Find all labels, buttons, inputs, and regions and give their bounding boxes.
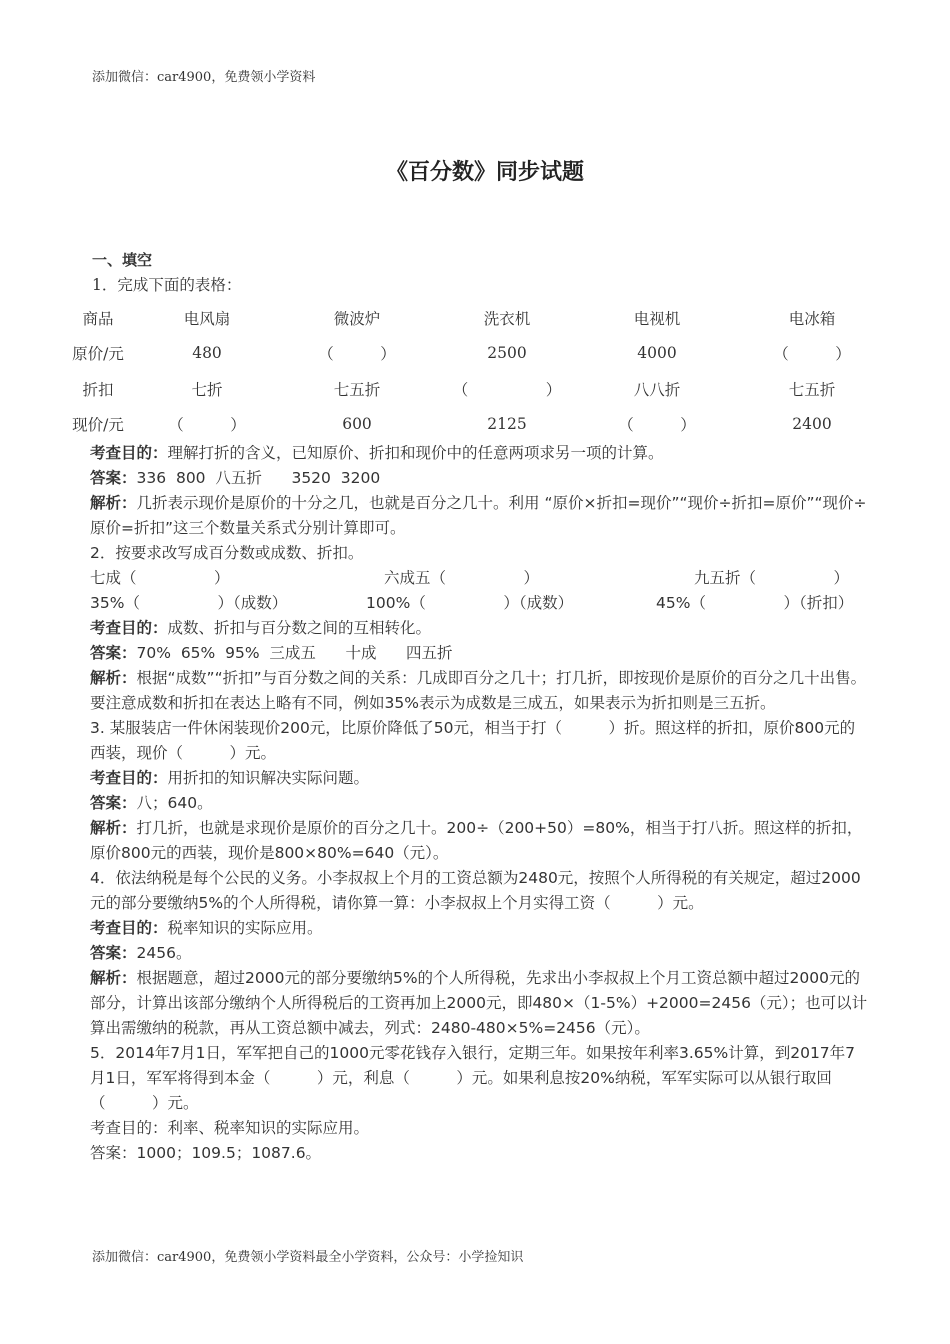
page-title: 《百分数》同步试题 xyxy=(385,160,584,185)
q3-analysis: 解析：打几折，也就是求现价是原价的百分之几十。200÷（200+50）=80%，相当于打八折。照这样的折扣，原价800元的西装，现价是800×80%=640（元）。 xyxy=(90,819,863,862)
q1-purpose: 考查目的：理解打折的含义，已知原价、折扣和现价中的任意两项求另一项的计算。 xyxy=(90,444,664,462)
q5-answer: 答案：1000；109.5；1087.6。 xyxy=(90,1144,322,1162)
table-cell: 商品 xyxy=(82,309,114,328)
table-row xyxy=(64,300,892,336)
q2-analysis: 解析：根据“成数”“折扣”与百分数之间的关系：几成即百分之几十；打几折，即按现价是原价的百分之几十出售。要注意成数和折扣在表达上略有不同，例如35%表示为成数是三成五，如果表示为折扣则是三五折。 xyxy=(90,669,867,712)
q3-prompt: 3. 某服装店一件休闲装现价200元，比原价降低了50元，相当于打（ ）折。照这样的折扣，原价800元的西装，现价（ ）元。 xyxy=(90,719,856,762)
table-cell: 七五折 xyxy=(333,380,381,399)
table-cell: 八八折 xyxy=(633,380,681,399)
table-cell: 2125 xyxy=(487,415,527,434)
q4-analysis: 解析：根据题意，超过2000元的部分要缴纳5%的个人所得税，先求出小李叔叔上个月工资总额中超过2000元的部分，计算出该部分缴纳个人所得税后的工资再加上2000元，即480×（1-5%）+2000=2456（元）；也可以计算出需缴纳的税款，再从工资总额中减去，列式：2480-480×5%=2456（元）。 xyxy=(90,969,868,1037)
table-cell: 2500 xyxy=(487,344,527,363)
section-heading: 一、填空 xyxy=(92,251,153,269)
table-cell: 折扣 xyxy=(82,380,114,399)
q2-answer: 答案：70% 65% 95% 三成五 十成 四五折 xyxy=(90,644,453,662)
table-cell: 4000 xyxy=(637,344,677,363)
q4-purpose: 考查目的：税率知识的实际应用。 xyxy=(90,919,323,937)
q5-prompt: 5．2014年7月1日，军军把自己的1000元零花钱存入银行，定期三年。如果按年利率3.65%计算，到2017年7月1日，军军将得到本金（ ）元，利息（ ）元。如果利息按20%纳税，军军实际可以从银行取回（ ）元。 xyxy=(90,1044,856,1112)
q3-answer: 答案：八；640。 xyxy=(90,794,213,812)
table-cell: 480 xyxy=(192,344,222,363)
q2-item: 九五折（ ） xyxy=(694,569,850,587)
table-cell: 电冰箱 xyxy=(788,309,836,328)
q1-analysis: 解析：几折表示现价是原价的十分之几，也就是百分之几十。利用 “原价×折扣=现价”“现价÷折扣=原价”“现价÷原价=折扣”这三个数量关系式分别计算即可。 xyxy=(90,494,867,537)
table-cell: （ ） xyxy=(452,380,562,399)
table-cell: 2400 xyxy=(792,415,832,434)
q2-row2 xyxy=(90,591,870,616)
table-cell: 原价/元 xyxy=(72,345,124,364)
q4-prompt: 4．依法纳税是每个公民的义务。小李叔叔上个月的工资总额为2480元，按照个人所得税的有关规定，超过2000元的部分要缴纳5%的个人所得税，请你算一算：小李叔叔上个月实得工资（ ）元。 xyxy=(90,869,861,912)
table-cell: （ ） xyxy=(168,416,246,435)
q2-prompt: 2．按要求改写成百分数或成数、折扣。 xyxy=(90,544,364,562)
table-cell: 现价/元 xyxy=(72,416,124,435)
table-cell: （ ） xyxy=(618,416,696,435)
q2-item: 100%（ ）（成数） xyxy=(366,594,574,612)
table-cell: 电风扇 xyxy=(183,309,231,328)
table-cell: 七五折 xyxy=(788,380,836,399)
q2-row1 xyxy=(90,566,870,591)
q2-item: 六成五（ ） xyxy=(384,569,540,587)
table-row xyxy=(64,371,892,407)
q2-purpose: 考查目的：成数、折扣与百分数之间的互相转化。 xyxy=(90,619,432,637)
q5-purpose: 考查目的：利率、税率知识的实际应用。 xyxy=(90,1119,370,1137)
q2-item: 35%（ ）（成数） xyxy=(90,594,288,612)
table-cell: 洗衣机 xyxy=(483,309,531,328)
table-cell: （ ） xyxy=(773,345,851,364)
q1-answer: 答案：336 800 八五折 3520 3200 xyxy=(90,469,381,487)
q3-purpose: 考查目的：用折扣的知识解决实际问题。 xyxy=(90,769,370,787)
table-cell: （ ） xyxy=(318,345,396,364)
table-row xyxy=(64,407,892,443)
table-cell: 电视机 xyxy=(633,309,681,328)
q1-prompt: 1．完成下面的表格： xyxy=(92,276,242,294)
table-row xyxy=(64,336,892,372)
table-cell: 七折 xyxy=(191,380,223,399)
document-body-2 xyxy=(90,441,870,1166)
table-cell: 600 xyxy=(342,415,372,434)
q4-answer: 答案：2456。 xyxy=(90,944,192,962)
price-table xyxy=(64,300,892,442)
footer-note: 添加微信：car4900，免费领小学资料最全小学资料，公众号：小学捡知识 xyxy=(92,1250,524,1265)
document-body xyxy=(90,248,870,298)
q2-item: 45%（ ）（折扣） xyxy=(656,594,854,612)
table-cell: 微波炉 xyxy=(333,309,381,328)
q2-item: 七成（ ） xyxy=(90,569,230,587)
header-note: 添加微信：car4900，免费领小学资料 xyxy=(92,70,316,85)
